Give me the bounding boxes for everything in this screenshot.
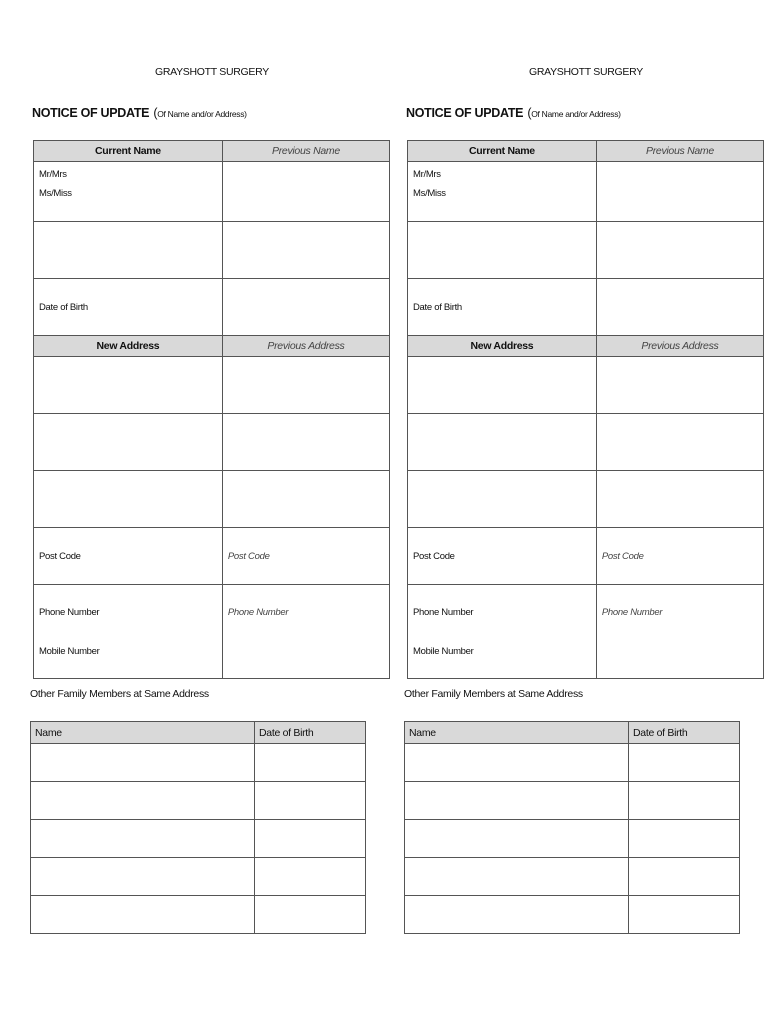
family-row xyxy=(31,858,366,896)
previous-address-line-3[interactable] xyxy=(596,471,763,528)
notice-title xyxy=(406,104,621,122)
family-name-cell[interactable] xyxy=(31,744,255,782)
previous-phone-field[interactable] xyxy=(222,585,389,679)
details-table xyxy=(33,140,390,679)
family-row xyxy=(405,858,740,896)
surgery-name: GRAYSHOTT SURGERY xyxy=(155,66,269,78)
family-dob-cell[interactable] xyxy=(629,820,740,858)
family-name-header: Name xyxy=(405,722,629,744)
surgery-name: GRAYSHOTT SURGERY xyxy=(529,66,643,78)
current-name-header: Current Name xyxy=(408,141,597,162)
current-name-field-2[interactable] xyxy=(34,222,223,279)
family-table xyxy=(30,721,366,934)
family-dob-cell[interactable] xyxy=(629,744,740,782)
date-of-birth-field[interactable] xyxy=(408,279,597,336)
notice-title-text: NOTICE OF UPDATE xyxy=(32,106,150,120)
family-name-cell[interactable] xyxy=(31,896,255,934)
phone-number-label: Phone Number xyxy=(39,607,100,618)
phone-number-field[interactable] xyxy=(408,585,597,679)
family-row xyxy=(31,782,366,820)
date-of-birth-field[interactable] xyxy=(34,279,223,336)
notice-title xyxy=(32,104,247,122)
previous-address-line-2[interactable] xyxy=(222,414,389,471)
family-name-cell[interactable] xyxy=(405,820,629,858)
family-name-cell[interactable] xyxy=(405,858,629,896)
previous-post-code-label: Post Code xyxy=(227,550,270,562)
family-table xyxy=(404,721,740,934)
family-row xyxy=(31,896,366,934)
new-address-header: New Address xyxy=(34,336,223,357)
notice-subtitle: Of Name and/or Address) xyxy=(157,109,247,119)
mobile-number-label: Mobile Number xyxy=(39,646,100,657)
title-line2: Ms/Miss xyxy=(39,188,72,199)
title-line1: Mr/Mrs xyxy=(39,169,67,180)
family-row xyxy=(405,820,740,858)
previous-address-line-2[interactable] xyxy=(596,414,763,471)
family-name-header: Name xyxy=(31,722,255,744)
family-dob-cell[interactable] xyxy=(629,782,740,820)
notice-title-text: NOTICE OF UPDATE xyxy=(406,106,524,120)
notice-open-paren: ( xyxy=(527,106,532,120)
details-table xyxy=(407,140,764,679)
family-name-cell[interactable] xyxy=(31,858,255,896)
notice-subtitle: Of Name and/or Address) xyxy=(531,109,621,119)
family-row xyxy=(31,744,366,782)
previous-address-line-1[interactable] xyxy=(596,357,763,414)
other-family-label: Other Family Members at Same Address xyxy=(30,688,209,700)
previous-address-line-1[interactable] xyxy=(222,357,389,414)
previous-name-header: Previous Name xyxy=(222,141,389,162)
new-address-line-2[interactable] xyxy=(408,414,597,471)
previous-post-code-field[interactable] xyxy=(222,528,389,585)
post-code-label: Post Code xyxy=(39,550,81,562)
family-dob-cell[interactable] xyxy=(629,896,740,934)
family-row xyxy=(31,820,366,858)
previous-name-field-2[interactable] xyxy=(222,222,389,279)
previous-post-code-field[interactable] xyxy=(596,528,763,585)
previous-name-field[interactable] xyxy=(596,162,763,222)
previous-address-header: Previous Address xyxy=(596,336,763,357)
family-dob-header: Date of Birth xyxy=(255,722,366,744)
post-code-field[interactable] xyxy=(408,528,597,585)
new-address-line-3[interactable] xyxy=(34,471,223,528)
title-line1: Mr/Mrs xyxy=(413,169,441,180)
previous-address-header: Previous Address xyxy=(222,336,389,357)
family-dob-cell[interactable] xyxy=(255,782,366,820)
family-dob-cell[interactable] xyxy=(255,744,366,782)
family-row xyxy=(405,896,740,934)
current-name-field[interactable] xyxy=(34,162,223,222)
mobile-number-label: Mobile Number xyxy=(413,646,474,657)
previous-phone-field[interactable] xyxy=(596,585,763,679)
family-name-cell[interactable] xyxy=(405,896,629,934)
current-name-header: Current Name xyxy=(34,141,223,162)
new-address-line-3[interactable] xyxy=(408,471,597,528)
previous-address-line-3[interactable] xyxy=(222,471,389,528)
current-name-field-2[interactable] xyxy=(408,222,597,279)
family-dob-cell[interactable] xyxy=(255,820,366,858)
family-dob-cell[interactable] xyxy=(255,858,366,896)
previous-name-header: Previous Name xyxy=(596,141,763,162)
phone-number-label: Phone Number xyxy=(413,607,474,618)
new-address-header: New Address xyxy=(408,336,597,357)
family-dob-header: Date of Birth xyxy=(629,722,740,744)
family-row xyxy=(405,782,740,820)
previous-dob-field[interactable] xyxy=(596,279,763,336)
phone-number-field[interactable] xyxy=(34,585,223,679)
current-name-field[interactable] xyxy=(408,162,597,222)
new-address-line-2[interactable] xyxy=(34,414,223,471)
title-line2: Ms/Miss xyxy=(413,188,446,199)
previous-phone-label: Phone Number xyxy=(227,607,289,618)
new-address-line-1[interactable] xyxy=(408,357,597,414)
notice-open-paren: ( xyxy=(153,106,158,120)
family-dob-cell[interactable] xyxy=(629,858,740,896)
new-address-line-1[interactable] xyxy=(34,357,223,414)
family-name-cell[interactable] xyxy=(31,820,255,858)
family-row xyxy=(405,744,740,782)
family-name-cell[interactable] xyxy=(31,782,255,820)
previous-phone-label: Phone Number xyxy=(601,607,663,618)
family-name-cell[interactable] xyxy=(405,744,629,782)
previous-post-code-label: Post Code xyxy=(601,550,644,562)
previous-name-field-2[interactable] xyxy=(596,222,763,279)
date-of-birth-label: Date of Birth xyxy=(39,301,88,313)
family-name-cell[interactable] xyxy=(405,782,629,820)
date-of-birth-label: Date of Birth xyxy=(413,301,462,313)
previous-name-field[interactable] xyxy=(222,162,389,222)
family-dob-cell[interactable] xyxy=(255,896,366,934)
previous-dob-field[interactable] xyxy=(222,279,389,336)
other-family-label: Other Family Members at Same Address xyxy=(404,688,583,700)
post-code-field[interactable] xyxy=(34,528,223,585)
post-code-label: Post Code xyxy=(413,550,455,562)
